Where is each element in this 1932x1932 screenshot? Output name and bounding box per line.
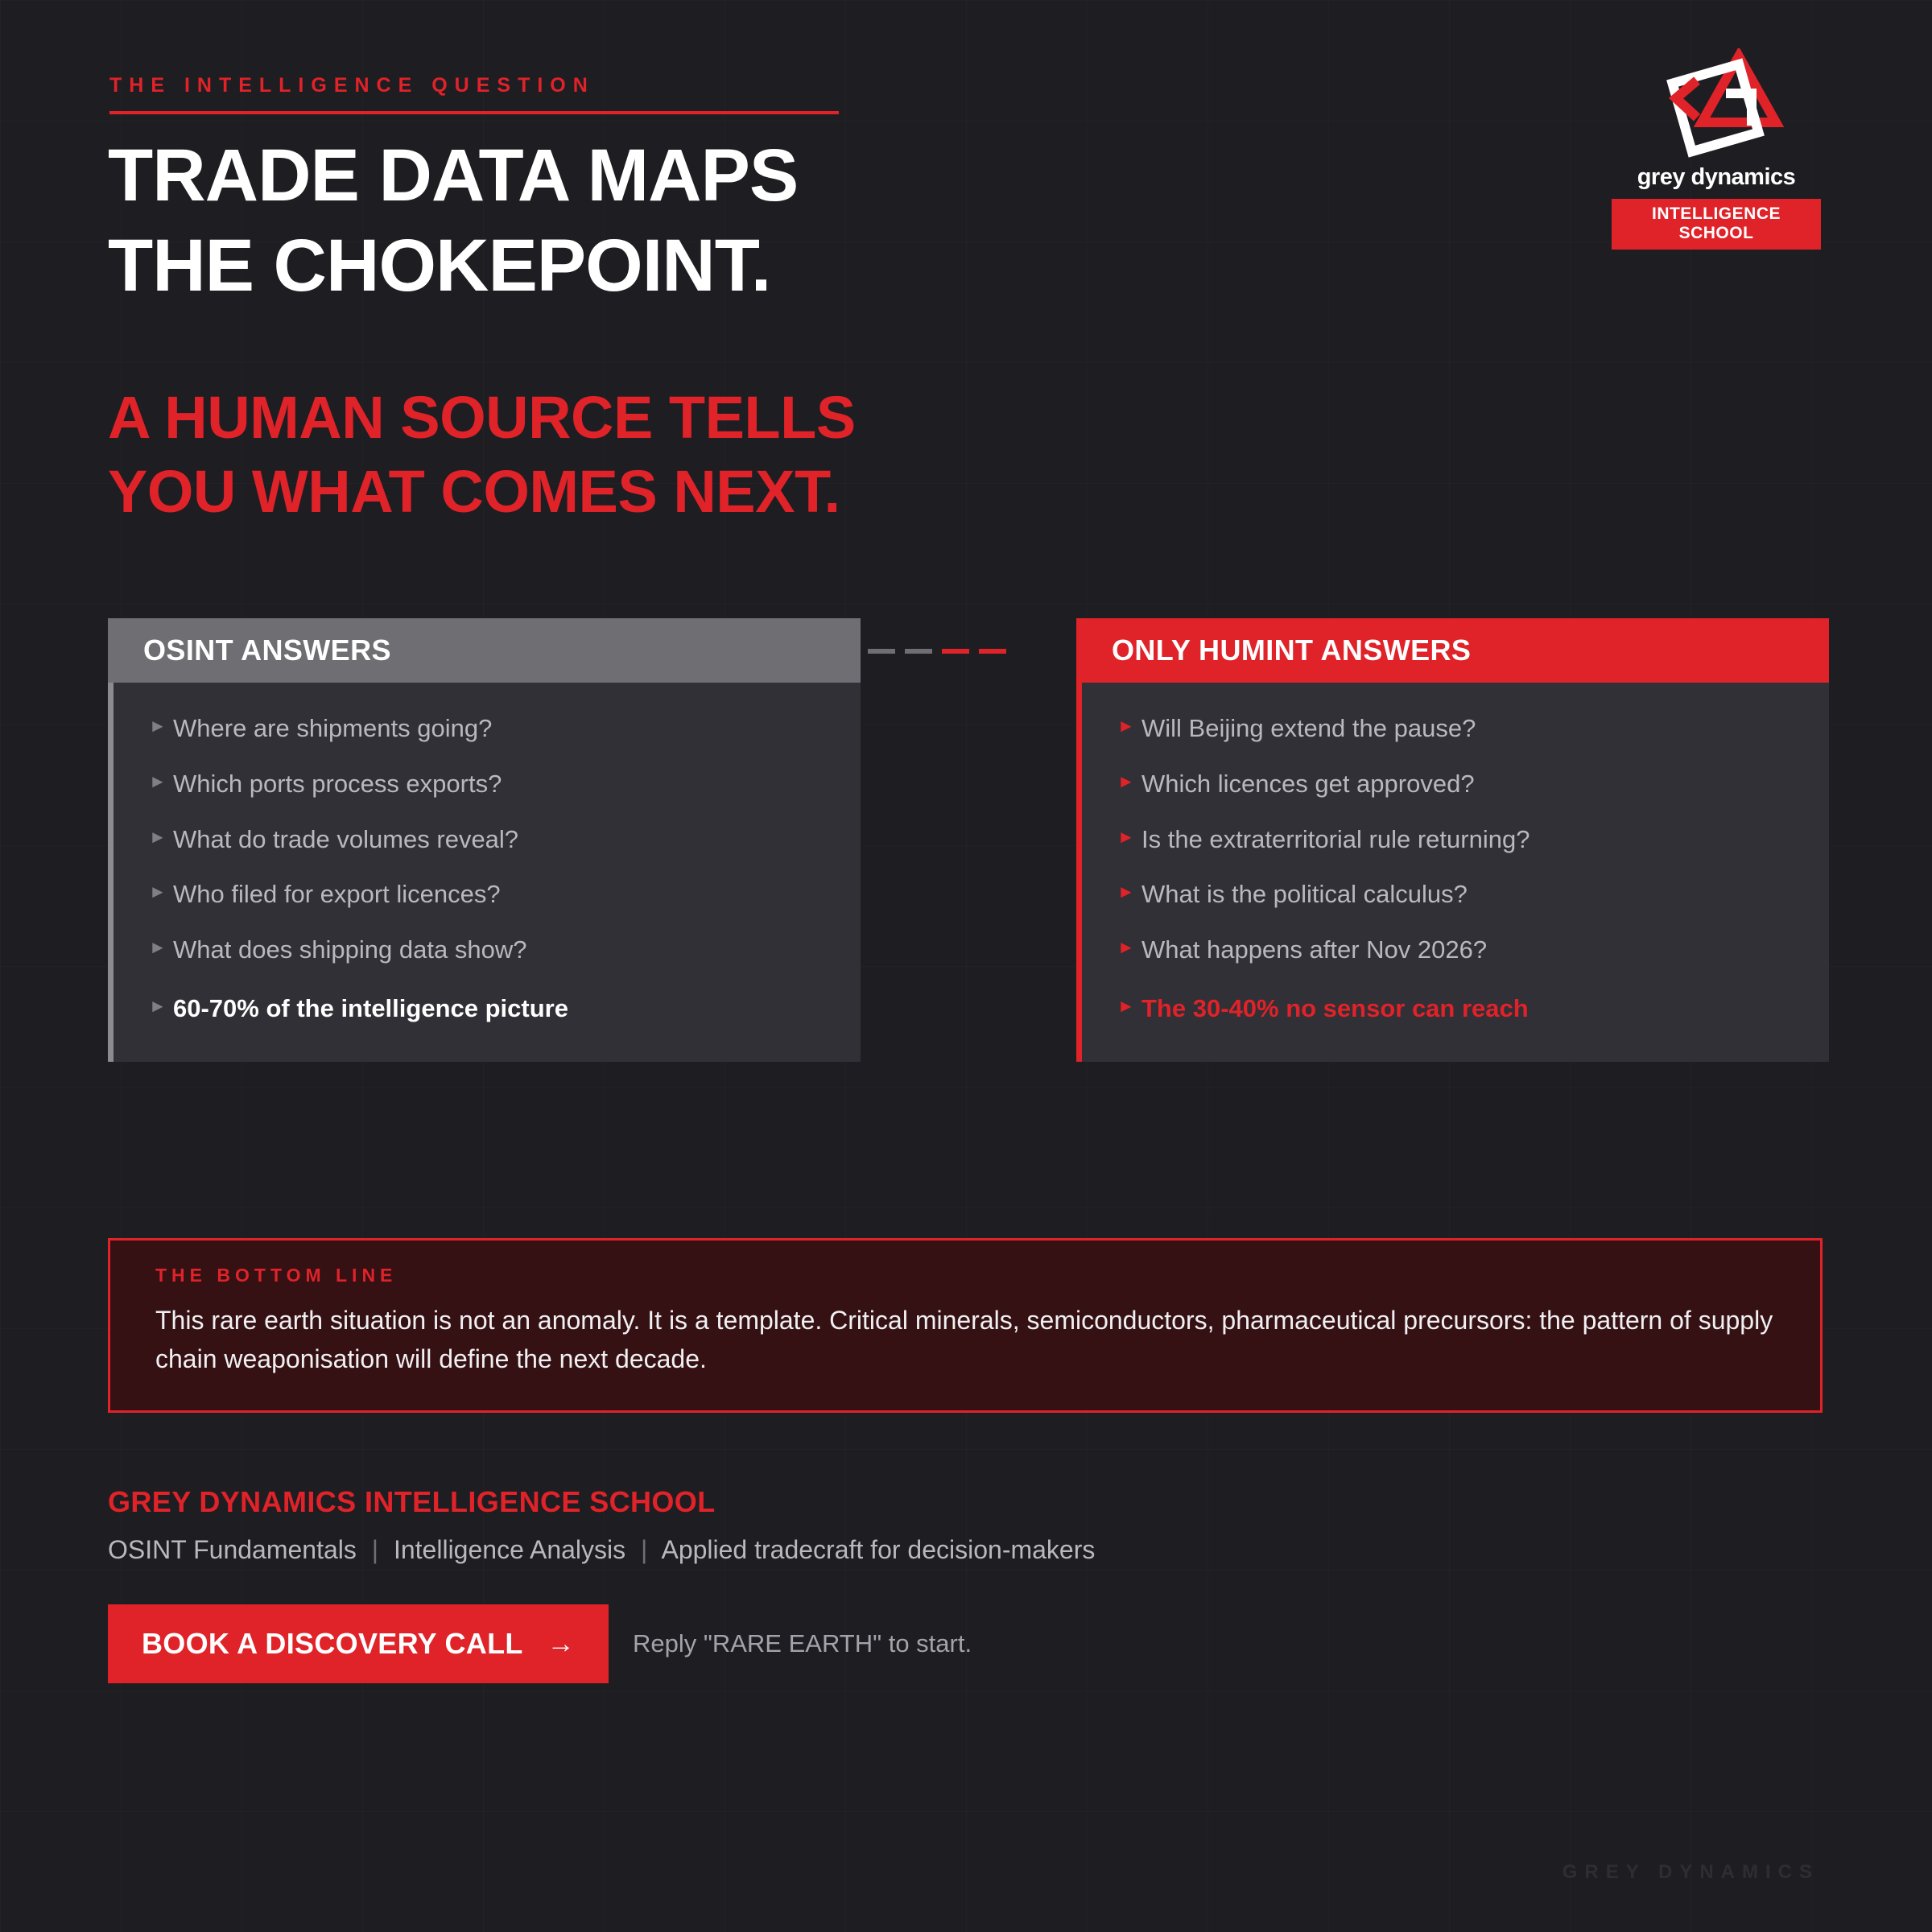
- list-item-label: Who filed for export licences?: [173, 880, 501, 909]
- course-1-label: OSINT Fundamentals: [108, 1535, 357, 1564]
- triangle-right-icon: ►: [149, 826, 167, 847]
- list-item-label: Which licences get approved?: [1141, 769, 1475, 798]
- eyebrow-block: [109, 74, 850, 114]
- humint-column: [1076, 618, 1829, 1062]
- headline-line-2: THE CHOKEPOINT.: [108, 225, 771, 307]
- subhead-line-1: A HUMAN SOURCE TELLS: [108, 384, 856, 451]
- list-item-label: Which ports process exports?: [173, 769, 502, 798]
- footer-watermark: GREY DYNAMICS: [1562, 1861, 1819, 1883]
- triangle-right-icon: ►: [1117, 881, 1135, 902]
- triangle-right-icon: ►: [149, 937, 167, 957]
- bottom-line-text: This rare earth situation is not an anomaly. It is a template. Critical minerals, semiconductors, pharmaceutical precursors: the pattern of supply chain weaponisation will define the next decade.: [155, 1306, 1773, 1373]
- triangle-right-icon: ►: [1117, 716, 1135, 736]
- subhead-line-2: YOU WHAT COMES NEXT.: [108, 457, 840, 525]
- list-item: [1117, 713, 1794, 745]
- list-item: [149, 879, 825, 910]
- list-item: [149, 713, 825, 745]
- list-item: [1117, 769, 1794, 800]
- page-title: [108, 134, 1315, 307]
- triangle-right-icon: ►: [1117, 995, 1135, 1016]
- grey-dynamics-mark-icon: [1649, 48, 1784, 161]
- page-subtitle: [108, 384, 1315, 525]
- triangle-right-icon: ►: [1117, 937, 1135, 957]
- bottom-line-label: THE BOTTOM LINE: [155, 1265, 398, 1286]
- list-item-label: What do trade volumes reveal?: [173, 824, 519, 853]
- list-item: [1117, 824, 1794, 856]
- cta-note: Reply "RARE EARTH" to start.: [632, 1629, 972, 1657]
- triangle-right-icon: ►: [1117, 826, 1135, 847]
- list-item: [149, 935, 825, 966]
- triangle-right-icon: ►: [149, 770, 167, 791]
- connector-dash: [942, 649, 969, 654]
- humint-question-list: [1076, 683, 1829, 1062]
- book-discovery-call-button[interactable]: [108, 1604, 609, 1683]
- osint-summary-label: 60-70% of the intelligence picture: [173, 993, 568, 1022]
- course-2-label: Intelligence Analysis: [393, 1535, 626, 1564]
- logo-badge: INTELLIGENCE SCHOOL: [1612, 199, 1821, 250]
- triangle-right-icon: ►: [149, 716, 167, 736]
- column-connector: [868, 649, 1075, 654]
- connector-dash: [868, 649, 895, 654]
- osint-column-title: OSINT ANSWERS: [108, 618, 861, 683]
- headline-line-1: TRADE DATA MAPS: [108, 134, 799, 217]
- logo-wordmark: grey dynamics: [1637, 164, 1796, 190]
- eyebrow-divider: [109, 111, 839, 114]
- list-item: [1117, 879, 1794, 910]
- osint-column: [108, 618, 861, 1062]
- humint-summary-label: The 30-40% no sensor can reach: [1141, 993, 1529, 1022]
- connector-dash: [905, 649, 932, 654]
- brand-logo: [1612, 48, 1821, 250]
- osint-summary-row: [149, 993, 825, 1025]
- triangle-right-icon: ►: [149, 881, 167, 902]
- list-item-label: Where are shipments going?: [173, 714, 493, 742]
- footer-course-list: [108, 1535, 1095, 1565]
- list-item: [1117, 935, 1794, 966]
- osint-question-list: [108, 683, 861, 1062]
- humint-summary-row: [1117, 993, 1794, 1025]
- list-item-label: Will Beijing extend the pause?: [1141, 714, 1476, 742]
- list-item-label: What happens after Nov 2026?: [1141, 935, 1488, 964]
- list-item: [149, 769, 825, 800]
- list-item-label: What does shipping data show?: [173, 935, 527, 964]
- triangle-right-icon: ►: [149, 995, 167, 1016]
- triangle-right-icon: ►: [1117, 770, 1135, 791]
- cta-label: BOOK A DISCOVERY CALL: [142, 1627, 523, 1660]
- course-separator: |: [371, 1535, 379, 1564]
- list-item-label: Is the extraterritorial rule returning?: [1141, 824, 1530, 853]
- connector-dash: [979, 649, 1006, 654]
- course-3-label: Applied tradecraft for decision-makers: [661, 1535, 1096, 1564]
- footer-brand-title: GREY DYNAMICS INTELLIGENCE SCHOOL: [108, 1485, 716, 1518]
- eyebrow-label: THE INTELLIGENCE QUESTION: [109, 74, 595, 97]
- humint-column-title: ONLY HUMINT ANSWERS: [1076, 618, 1829, 683]
- arrow-right-icon: →: [547, 1628, 575, 1659]
- list-item-label: What is the political calculus?: [1141, 880, 1468, 909]
- cta-row: [108, 1604, 972, 1683]
- list-item: [149, 824, 825, 856]
- course-separator: |: [641, 1535, 648, 1564]
- bottom-line-callout: [108, 1238, 1823, 1413]
